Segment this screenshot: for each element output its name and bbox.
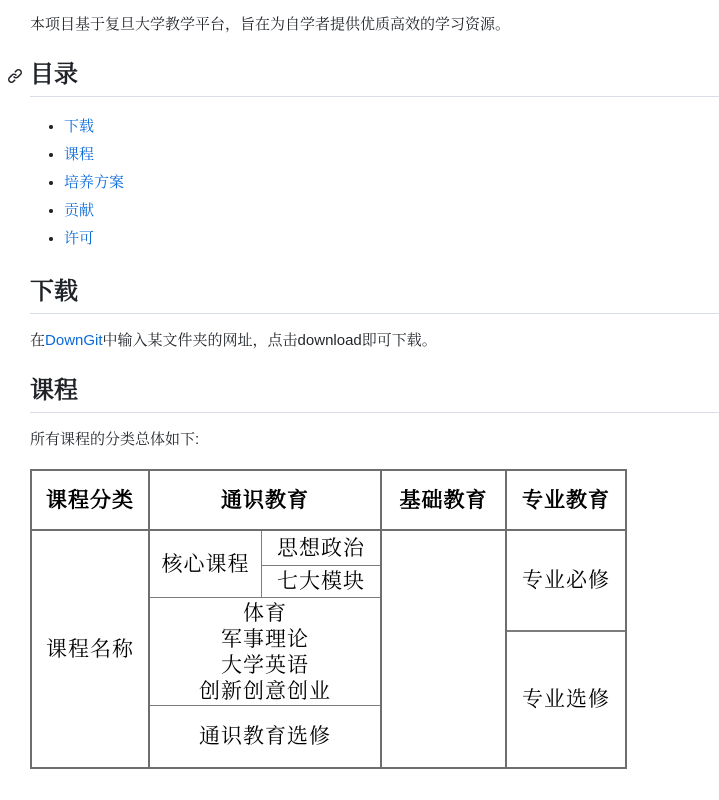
list-item bbox=[64, 197, 719, 225]
list-item bbox=[64, 169, 719, 197]
anchor-link[interactable] bbox=[6, 67, 24, 85]
table-cell-line-english: 大学英语 bbox=[221, 652, 309, 677]
list-item bbox=[64, 141, 719, 169]
table-cell-seven-modules: 七大模块 bbox=[277, 569, 365, 594]
table-cell-core-course: 核心课程 bbox=[161, 551, 250, 576]
heading-toc bbox=[30, 60, 719, 97]
list-item bbox=[64, 113, 719, 141]
table-header-major-education: 专业教育 bbox=[522, 487, 610, 512]
toc-link-license[interactable]: 许可 bbox=[64, 230, 95, 247]
table-cell-general-required bbox=[150, 598, 380, 705]
heading-toc-label: 目录 bbox=[30, 61, 78, 88]
download-paragraph bbox=[30, 330, 719, 352]
table-cell-basic-education-empty bbox=[382, 531, 505, 767]
downgit-link[interactable]: DownGit bbox=[45, 332, 103, 349]
toc-list bbox=[30, 113, 719, 253]
table-cell-line-innovation: 创新创意创业 bbox=[199, 678, 331, 703]
table-header-basic-education: 基础教育 bbox=[399, 487, 488, 512]
heading-courses-label: 课程 bbox=[30, 377, 78, 404]
heading-download bbox=[30, 277, 719, 314]
table-header-general-education: 通识教育 bbox=[221, 487, 309, 512]
table-cell-course-name: 课程名称 bbox=[46, 636, 134, 661]
heading-download-label: 下载 bbox=[30, 278, 78, 305]
intro-paragraph: 本项目基于复旦大学教学平台，旨在为自学者提供优质高效的学习资源。 bbox=[30, 16, 511, 33]
download-text-after: 中输入某文件夹的网址，点击download即可下载。 bbox=[102, 332, 437, 349]
toc-link-curriculum[interactable]: 培养方案 bbox=[64, 174, 125, 191]
table-cell-major-required: 专业必修 bbox=[522, 568, 610, 593]
courses-intro-paragraph: 所有课程的分类总体如下: bbox=[30, 431, 200, 448]
table-cell-line-pe: 体育 bbox=[243, 600, 287, 625]
table-cell-general-elective: 通识教育选修 bbox=[199, 724, 331, 749]
heading-courses bbox=[30, 376, 719, 413]
course-classification-table bbox=[30, 469, 627, 769]
list-item bbox=[64, 225, 719, 253]
link-icon bbox=[7, 68, 23, 84]
table-cell-ideology: 思想政治 bbox=[277, 535, 365, 560]
table-header-classification: 课程分类 bbox=[46, 487, 134, 512]
toc-link-contribute[interactable]: 贡献 bbox=[64, 202, 95, 219]
toc-link-download[interactable]: 下载 bbox=[64, 118, 95, 135]
download-text-before: 在 bbox=[30, 332, 46, 349]
table-cell-major-elective: 专业选修 bbox=[522, 687, 610, 712]
toc-link-courses[interactable]: 课程 bbox=[64, 146, 95, 163]
table-cell-line-military: 军事理论 bbox=[221, 626, 309, 651]
